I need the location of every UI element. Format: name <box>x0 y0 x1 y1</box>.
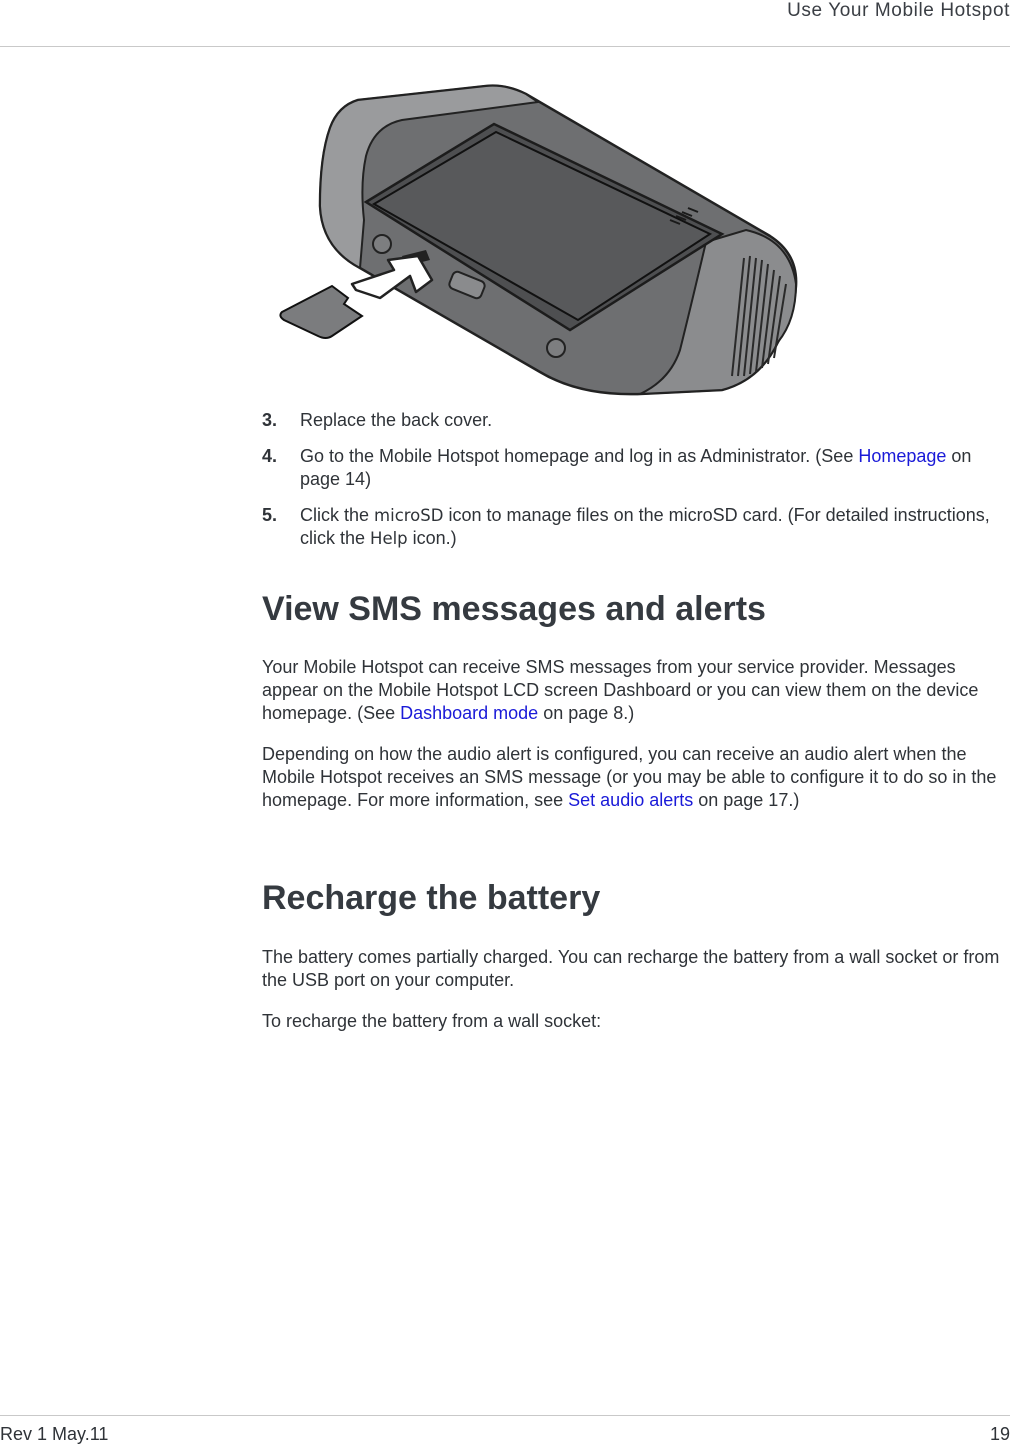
header-divider <box>0 46 1010 47</box>
step-4 <box>262 445 1002 491</box>
step-text-part: Go to the Mobile Hotspot homepage and log in as Administrator. (See <box>300 446 859 466</box>
step-text-part: icon.) <box>407 528 457 548</box>
step-text-part: icon to manage files on the microSD card. (For detailed instructions, click the <box>300 505 990 548</box>
step-number: 4. <box>262 446 278 466</box>
sms-paragraph-2 <box>262 743 1010 812</box>
homepage-link[interactable]: Homepage <box>858 446 947 466</box>
step-5 <box>262 504 1002 550</box>
footer-divider <box>0 1415 1010 1416</box>
step-text <box>300 504 1002 550</box>
sms-section-heading: View SMS messages and alerts <box>262 590 766 628</box>
footer-revision: Rev 1 May.11 <box>0 1424 109 1444</box>
paragraph-text: Depending on how the audio alert is configured, you can receive an audio alert when the Mobile Hotspot receives an SMS message (or you may be able to configure it to do so in the homepage. For more information, see <box>262 744 997 810</box>
battery-paragraph-2: To recharge the battery from a wall socket: <box>262 1011 602 1031</box>
step-number: 5. <box>262 505 278 525</box>
side-button <box>547 339 565 357</box>
sms-paragraph-1 <box>262 656 1010 725</box>
microsd-ui-label: microSD <box>374 506 444 525</box>
microsd-insertion-illustration <box>270 80 810 398</box>
paragraph-text: on page 17.) <box>693 790 800 810</box>
help-ui-label: Help <box>370 529 408 548</box>
battery-paragraph-1: The battery comes partially charged. You can recharge the battery from a wall socket or from the USB port on your computer. <box>262 947 1000 990</box>
page-number: 19 <box>989 1424 1010 1444</box>
step-text-part: Click the <box>300 505 375 525</box>
step-number: 3. <box>262 410 278 430</box>
paragraph-text: on page 8.) <box>538 703 635 723</box>
set-audio-alerts-link[interactable]: Set audio alerts <box>568 790 694 810</box>
microsd-card <box>280 286 362 338</box>
running-header-title: Use Your Mobile Hotspot <box>787 0 1010 21</box>
step-text <box>300 445 1002 491</box>
dashboard-mode-link[interactable]: Dashboard mode <box>400 703 539 723</box>
step-3 <box>262 409 1002 432</box>
instruction-steps <box>262 409 1002 563</box>
power-button <box>373 235 391 253</box>
step-text-part: on page 14) <box>300 446 972 489</box>
battery-section-heading: Recharge the battery <box>262 879 601 917</box>
paragraph-text: Your Mobile Hotspot can receive SMS messages from your service provider. Messages appear on the Mobile Hotspot LCD screen Dashboard or you can view them on the device homepage. (See <box>262 657 979 723</box>
step-text: Replace the back cover. <box>300 410 493 430</box>
